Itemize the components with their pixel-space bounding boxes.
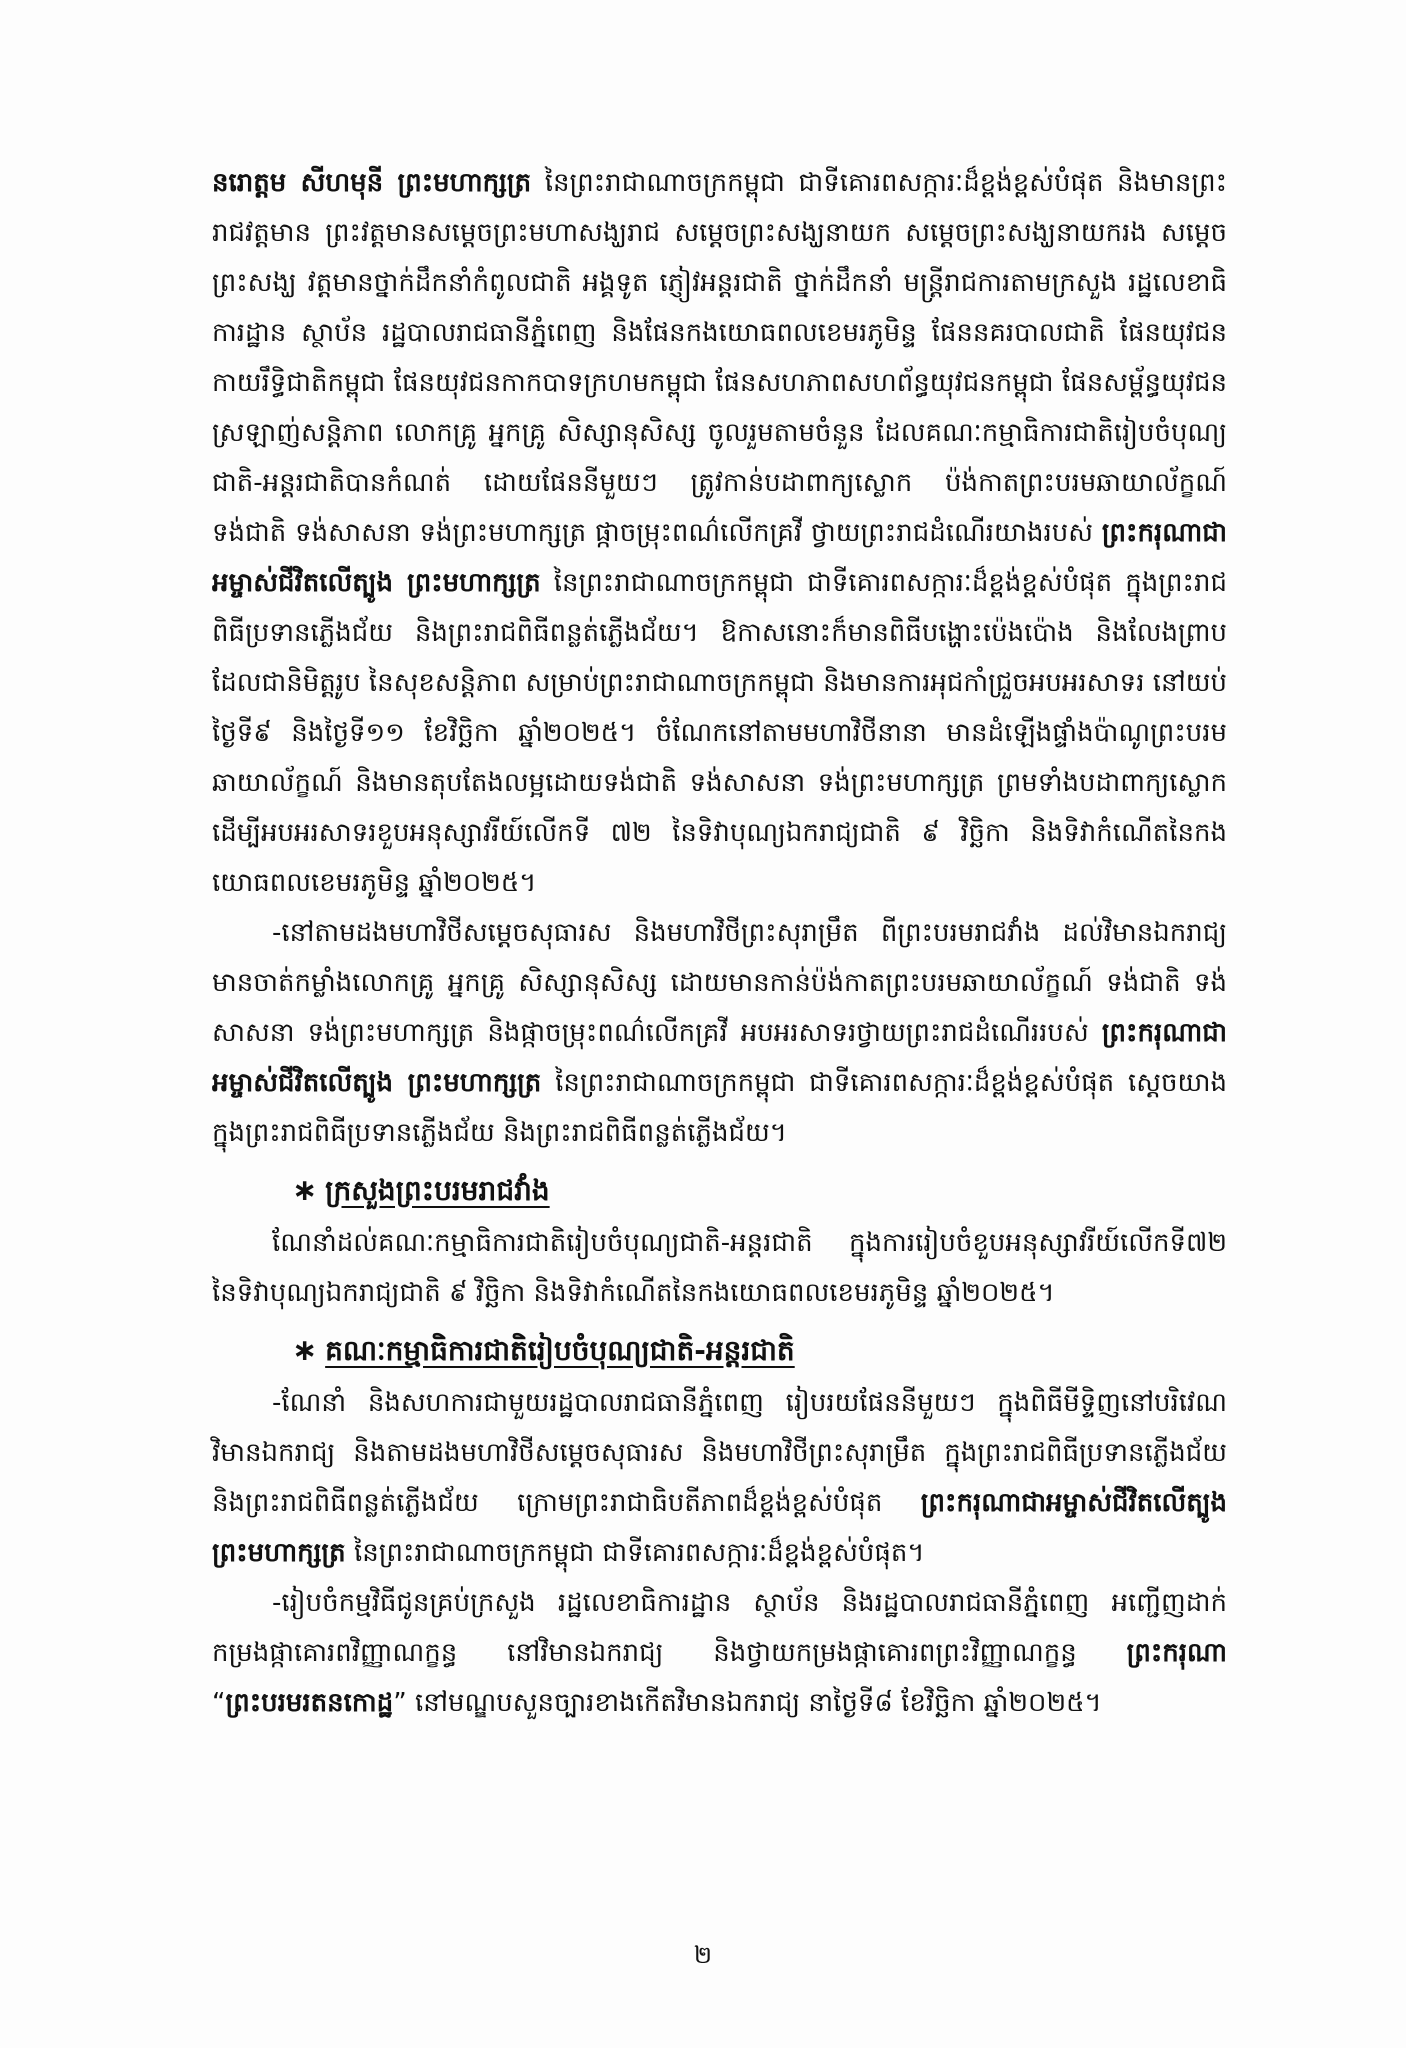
- king-title: នរោត្តម សីហមុនី ព្រះមហាក្សត្រ: [212, 168, 532, 198]
- heading-title: ក្រសួងព្រះបរមរាជវាំង: [325, 1174, 550, 1207]
- paragraph-2-text: -នៅតាមដងមហាវិថីសម្តេចសុធារស និងមហាវិថីព្រះសុរាម្រឹត ពីព្រះបរមរាជវាំង ដល់វិមានឯករាជ្យ មានចាត់កម្លាំងលោកគ្រូ អ្នកគ្រូ សិស្សានុសិស្ស ដោយមានកាន់ប៉ង់កាតព្រះបរមឆាយាល័ក្ខណ៍ ទង់ជាតិ ទង់សាសនា ទង់ព្រះមហាក្សត្រ និងផ្កាចម្រុះពណ៌លើកគ្រវី អបអរសាទរថ្វាយព្រះរាជដំណើររបស់: [212, 918, 1227, 1048]
- paragraph-3-text: ណែនាំដល់គណៈកម្មាធិការជាតិរៀបចំបុណ្យជាតិ-អន្តរជាតិ ក្នុងការរៀបចំខួបអនុស្សាវរីយ៍លើកទី៧២ នៃទិវាបុណ្យឯករាជ្យជាតិ ៩ វិច្ឆិកា និងទិវាកំណើតនៃកងយោធពលខេមរភូមិន្ទ ឆ្នាំ២០២៥។: [212, 1228, 1227, 1308]
- asterisk-icon: ∗: [292, 1173, 318, 1208]
- king-honorific: ព្រះករុណាជាអម្ចាស់ជីវិតលើត្បូង ព្រះមហាក្សត្រ: [212, 518, 1227, 598]
- king-honorific: ព្រះករុណា: [1126, 1638, 1227, 1668]
- paragraph-5: [212, 1578, 1227, 1728]
- section-heading-royal-palace: [292, 1164, 1227, 1218]
- paragraph-5-text: -រៀបចំកម្មវិធីជូនគ្រប់ក្រសួង រដ្ឋលេខាធិការដ្ឋាន ស្ថាប័ន និងរដ្ឋបាលរាជធានីភ្នំពេញ អញ្ជើញដាក់កម្រងផ្កាគោរពវិញ្ញាណក្ខន្ធ នៅវិមានឯករាជ្យ និងថ្វាយកម្រងផ្កាគោរពព្រះវិញ្ញាណក្ខន្ធ: [212, 1588, 1227, 1668]
- paragraph-4-text-cont: នៃព្រះរាជាណាចក្រកម្ពុជា ជាទីគោរពសក្ការៈដ៏ខ្ពង់ខ្ពស់បំផុត។: [345, 1538, 925, 1568]
- royal-title: ព្រះបរមរតនកោដ្ឋ: [225, 1688, 394, 1718]
- paragraph-5-quote-open: “: [212, 1688, 226, 1718]
- paragraph-2: [212, 908, 1227, 1158]
- paragraph-4: [212, 1378, 1227, 1578]
- paragraph-1-text: នៃព្រះរាជាណាចក្រកម្ពុជា ជាទីគោរពសក្ការៈដ៏ខ្ពង់ខ្ពស់បំផុត និងមានព្រះរាជវត្តមាន ព្រះវត្តមានសម្តេចព្រះមហាសង្ឃរាជ សម្តេចព្រះសង្ឃនាយក សម្តេចព្រះសង្ឃនាយករង សម្តេចព្រះសង្ឃ វត្តមានថ្នាក់ដឹកនាំកំពូលជាតិ អង្គទូត ភ្ញៀវអន្តរជាតិ ថ្នាក់ដឹកនាំ មន្ត្រីរាជការតាមក្រសួង រដ្ឋលេខាធិការដ្ឋាន ស្ថាប័ន រដ្ឋបាលរាជធានីភ្នំពេញ និងផែនកងយោធពលខេមរភូមិន្ទ ផែននគរបាលជាតិ ផែនយុវជនកាយរឹទ្ធិជាតិកម្ពុជា ផែនយុវជនកាកបាទក្រហមកម្ពុជា ផែនសហភាពសហព័ន្ធយុវជនកម្ពុជា ផែនសម្ព័ន្ធយុវជនស្រឡាញ់សន្តិភាព លោកគ្រូ អ្នកគ្រូ សិស្សានុសិស្ស ចូលរួមតាមចំនួន ដែលគណៈកម្មាធិការជាតិរៀបចំបុណ្យជាតិ-អន្តរជាតិបានកំណត់ ដោយផែននីមួយៗ ត្រូវកាន់បដាពាក្យស្លោក ប៉ង់កាតព្រះបរមឆាយាល័ក្ខណ៍ ទង់ជាតិ ទង់សាសនា ទង់ព្រះមហាក្សត្រ ផ្កាចម្រុះពណ៌លើកគ្រវី ថ្វាយព្រះរាជដំណើរយាងរបស់: [212, 168, 1227, 548]
- asterisk-icon: ∗: [292, 1333, 318, 1368]
- paragraph-5-text-cont: ” នៅមណ្ឌបសួនច្បារខាងកើតវិមានឯករាជ្យ នាថ្ងៃទី៨ ខែវិច្ឆិកា ឆ្នាំ២០២៥។: [393, 1688, 1102, 1718]
- paragraph-3: [212, 1218, 1227, 1318]
- paragraph-4-text: -ណែនាំ និងសហការជាមួយរដ្ឋបាលរាជធានីភ្នំពេញ រៀបរយផែននីមួយៗ ក្នុងពិធីមីទ្ទិញនៅបរិវេណវិមានឯករាជ្យ និងតាមដងមហាវិថីសម្តេចសុធារស និងមហាវិថីព្រះសុរាម្រឹត ក្នុងព្រះរាជពិធីប្រទានភ្លើងជ័យ និងព្រះរាជពិធីពន្លត់ភ្លើងជ័យ ក្រោមព្រះរាជាធិបតីភាពដ៏ខ្ពង់ខ្ពស់បំផុត: [212, 1388, 1227, 1518]
- document-body: [212, 158, 1227, 1728]
- page-number: ២: [693, 1941, 713, 1969]
- paragraph-2-text-cont: នៃព្រះរាជាណាចក្រកម្ពុជា ជាទីគោរពសក្ការៈដ៏ខ្ពង់ខ្ពស់បំផុត ស្តេចយាងក្នុងព្រះរាជពិធីប្រទានភ្លើងជ័យ និងព្រះរាជពិធីពន្លត់ភ្លើងជ័យ។: [212, 1068, 1227, 1148]
- king-honorific: ព្រះករុណាជាអម្ចាស់ជីវិតលើត្បូង ព្រះមហាក្សត្រ: [212, 1018, 1227, 1098]
- paragraph-1-text-cont: នៃព្រះរាជាណាចក្រកម្ពុជា ជាទីគោរពសក្ការៈដ៏ខ្ពង់ខ្ពស់បំផុត ក្នុងព្រះរាជពិធីប្រទានភ្លើងជ័យ និងព្រះរាជពិធីពន្លត់ភ្លើងជ័យ។ ឱកាសនោះក៏មានពិធីបង្ហោះប៉េងប៉ោង និងលែងព្រាប ដែលជានិមិត្តរូប នៃសុខសន្តិភាព សម្រាប់ព្រះរាជាណាចក្រកម្ពុជា និងមានការអុជកាំជ្រួចអបអរសាទរ នៅយប់ថ្ងៃទី៩ និងថ្ងៃទី១១ ខែវិច្ឆិកា ឆ្នាំ២០២៥។ ចំណែកនៅតាមមហាវិថីនានា មានដំឡើងផ្ទាំងប៉ាណូព្រះបរមឆាយាល័ក្ខណ៍ និងមានតុបតែងលម្អដោយទង់ជាតិ ទង់សាសនា ទង់ព្រះមហាក្សត្រ ព្រមទាំងបដាពាក្យស្លោក ដើម្បីអបអរសាទរខួបអនុស្សាវរីយ៍លើកទី ៧២ នៃទិវាបុណ្យឯករាជ្យជាតិ ៩ វិច្ឆិកា និងទិវាកំណើតនៃកងយោធពលខេមរភូមិន្ទ ឆ្នាំ២០២៥។: [212, 568, 1227, 898]
- king-honorific: ព្រះករុណាជាអម្ចាស់ជីវិតលើត្បូង ព្រះមហាក្សត្រ: [212, 1488, 1227, 1568]
- section-heading-national-committee: [292, 1324, 1227, 1378]
- paragraph-1: [212, 158, 1227, 908]
- heading-title: គណៈកម្មាធិការជាតិរៀបចំបុណ្យជាតិ-អន្តរជាតិ: [325, 1334, 795, 1367]
